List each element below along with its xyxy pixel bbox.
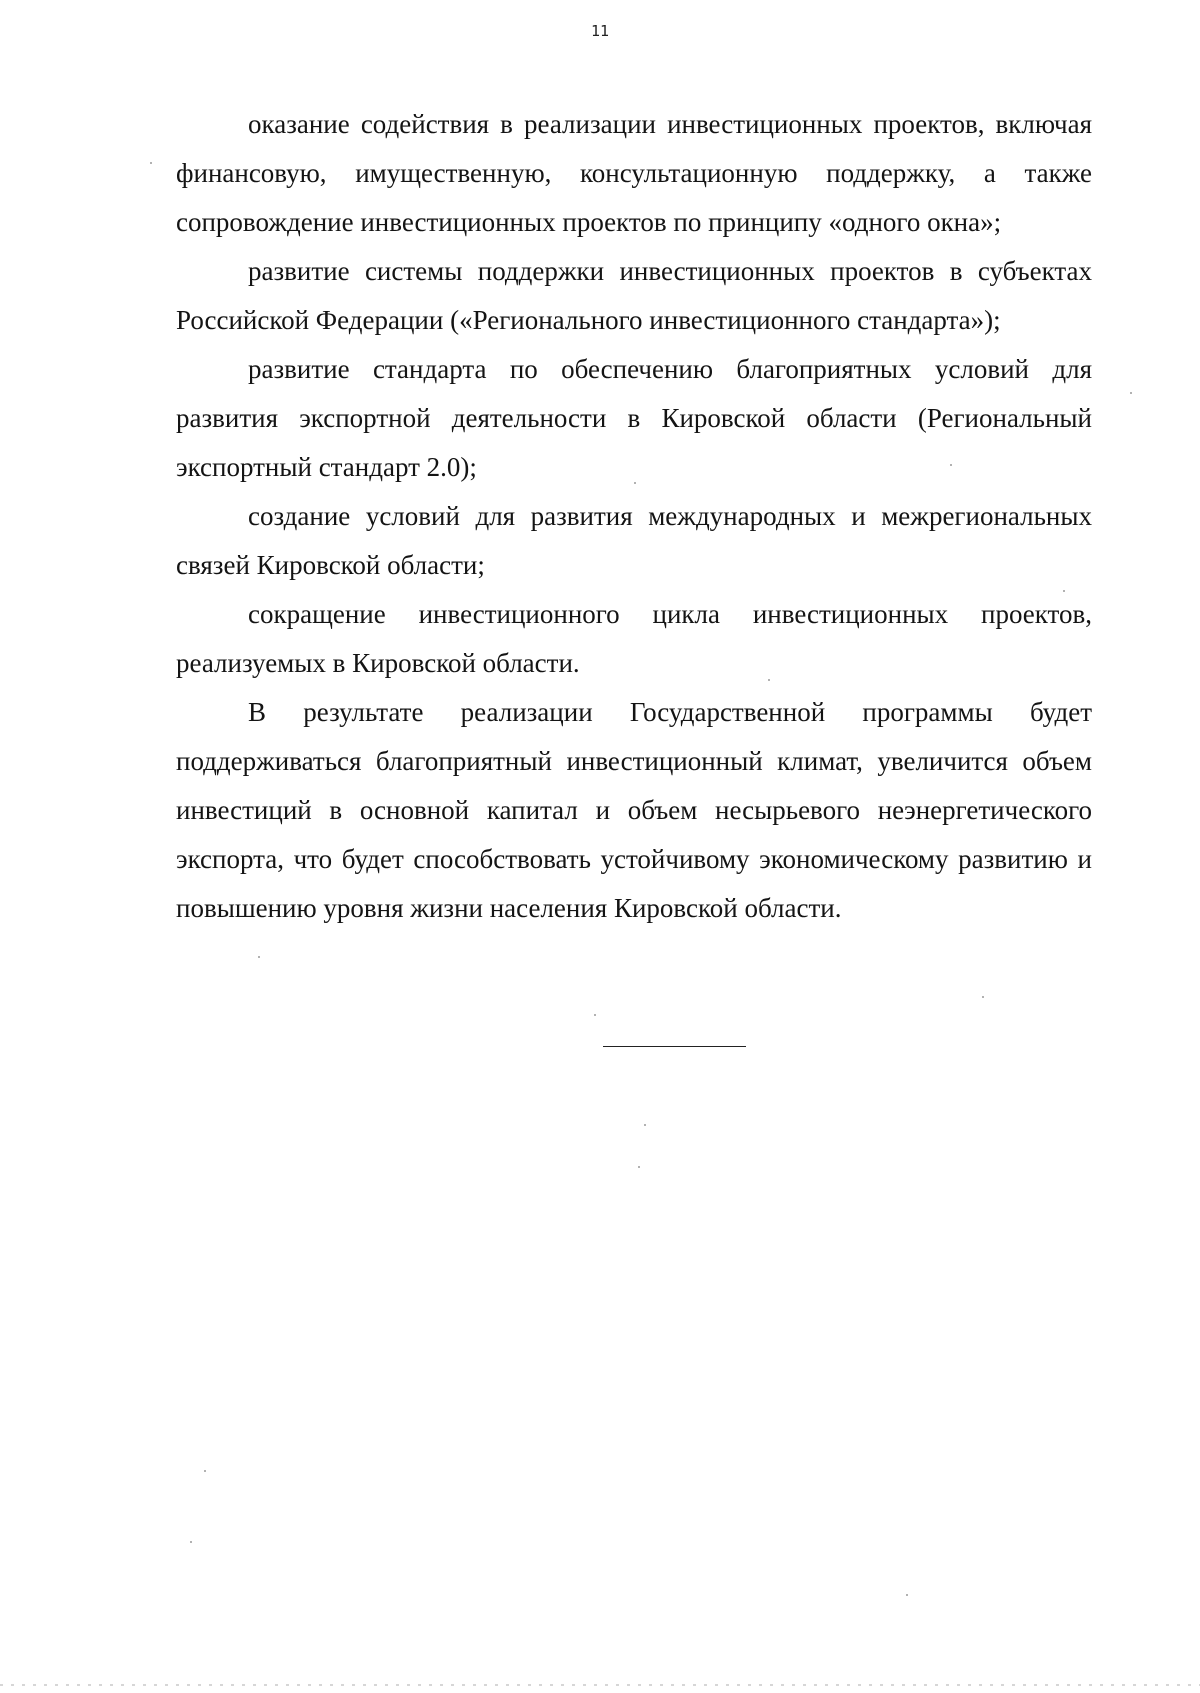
scan-edge-artifact: [0, 1684, 1200, 1686]
scan-speck: [1130, 392, 1132, 394]
paragraph-results: В результате реализации Государственной программы будет поддерживаться благоприятный инвестиционный климат, увеличится объем инвестиций в основной капитал и объем несырьевого неэнергетического экспорта, что будет способствовать устойчивому экономическому развитию и повышению уровня жизни населения Кировской области.: [176, 697, 1092, 923]
scan-speck: [634, 482, 636, 484]
scan-speck: [950, 464, 952, 466]
scan-speck: [204, 1470, 206, 1472]
scan-speck: [982, 996, 984, 998]
scan-speck: [594, 1014, 596, 1016]
scan-speck: [768, 679, 770, 681]
document-body: [176, 100, 1092, 933]
scan-speck: [638, 1166, 640, 1168]
scan-speck: [190, 1541, 192, 1543]
paragraph-regional-standard: развитие системы поддержки инвестиционных проектов в субъектах Российской Федерации («Регионального инвестиционного стандарта»);: [176, 256, 1092, 335]
scan-speck: [150, 162, 152, 164]
scan-speck: [258, 956, 260, 958]
closing-rule: [603, 1046, 746, 1047]
paragraph-export-standard: развитие стандарта по обеспечению благоприятных условий для развития экспортной деятельности в Кировской области (Региональный экспортный стандарт 2.0);: [176, 354, 1092, 482]
paragraph-international-relations: создание условий для развития международных и межрегиональных связей Кировской области;: [176, 501, 1092, 580]
scan-speck: [906, 1594, 908, 1596]
paragraph-investment-cycle: сокращение инвестиционного цикла инвестиционных проектов, реализуемых в Кировской области.: [176, 599, 1092, 678]
scan-speck: [1063, 590, 1065, 592]
page-number: 11: [590, 22, 610, 40]
scan-speck: [644, 1124, 646, 1126]
paragraph-investment-support: оказание содействия в реализации инвестиционных проектов, включая финансовую, имущественную, консультационную поддержку, а также сопровождение инвестиционных проектов по принципу «одного окна»;: [176, 109, 1092, 237]
